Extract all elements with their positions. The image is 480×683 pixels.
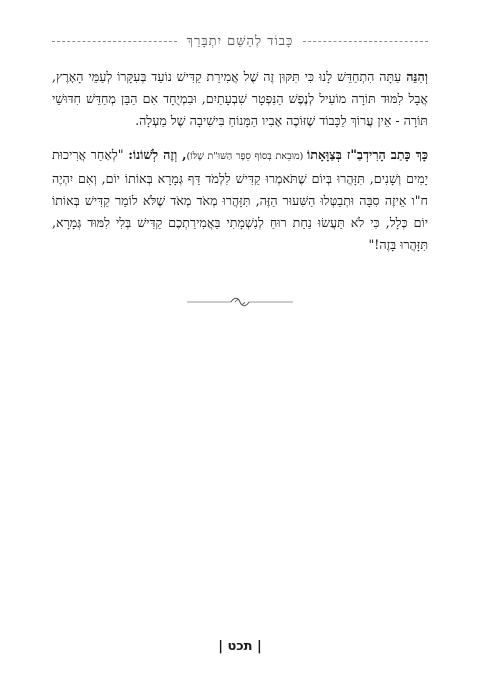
paragraph-2-intro: כָּתַב הָרִידְבַ"ז בְּצַוָּאָתוֹ — [306, 147, 416, 162]
paragraph-1 — [52, 66, 428, 132]
page-body — [52, 66, 428, 268]
running-header — [52, 30, 428, 52]
paragraph-1-lead: וְהִנֵּה — [406, 69, 428, 84]
page-number: | תכט | — [218, 639, 262, 654]
paragraph-2-lead: כָּךְ — [415, 147, 428, 162]
source-note: (מוּבֵאת בְּסוֹף סֵפֶר הַשּׁוּ"ת שֶׁלּוֹ) — [186, 151, 307, 162]
paragraph-1-text: עַתָּה הִתְחַדֵּשׁ לָנוּ כִּי תִּקּוּן זֶה שֶׁל אֲמִירַת קַדִּישׁ נוֹעַד בְּעִקָּרוֹ לְעַמֵּי הָאָרֶץ, אֲבָל לִמּוּד תּוֹרָה מוֹעִיל לְנֶפֶשׁ הַנִּפְטָר שִׁבְעָתַיִם, וּבִמְיֻחָד אִם הַבֵּן מְחַדֵּשׁ חִדּוּשֵׁי תּוֹרָה - אֵין עֲרוֹךְ לַכָּבוֹד שֶׁזּוֹכֶה אָבִיו הַמָּנוֹחַ בִּישִׁיבָה שֶׁל מַעְלָה. — [52, 69, 428, 128]
paragraph-2-intro-end: , וְזֶה לְשׁוֹנוֹ: — [128, 147, 187, 162]
header-rule-right — [303, 41, 428, 42]
divider-ornament-icon — [187, 296, 293, 308]
paragraph-2 — [52, 144, 428, 256]
section-divider-ornament — [187, 296, 293, 308]
quote-text: "לְאַחַר אֲרִיכוּת יָמִים וְשָׁנִים, תִּזָּהֲרוּ בְּיוֹם שֶׁתֹּאמְרוּ קַדִּישׁ לִלְמֹד דַּף גְּמָרָא בְּאוֹתוֹ יוֹם, וְאִם יִהְיֶה ח"ו אֵיזֶה סִבָּה וּתְבַטְּלוּ הַשִּׁעוּר הַזֶּה, תִּזָּהֲרוּ מְאֹד מְאֹד שֶׁלֹּא לוֹמַר קַדִּישׁ בְּאוֹתוֹ יוֹם כְּלָל, כִּי לֹא תַּעֲשׂוּ נַחַת רוּחַ לְנִשְׁמָתִי בַּאֲמִירַתְכֶם קַדִּישׁ בְּלִי לִמּוּד גְּמָרָא, תִּזָּהֲרוּ בָּזֶה!" — [52, 147, 428, 252]
header-rule-left — [52, 41, 177, 42]
running-header-title: כָּבוֹד לְהַשֵּׁם יִתְבָּרַךְ — [186, 34, 294, 49]
